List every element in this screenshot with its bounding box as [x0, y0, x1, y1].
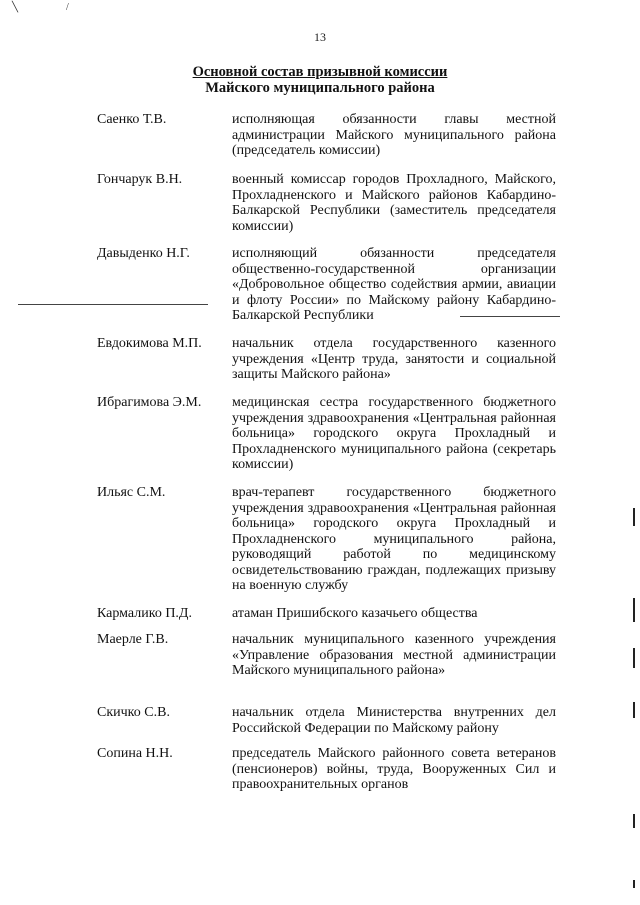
member-name: Ибрагимова Э.М.: [97, 395, 202, 410]
member-name: Маерле Г.В.: [97, 632, 169, 647]
member-role: исполняющий обязанности председателя общественно-государственной организации «Добровольное общество содействия армии, авиации и флоту России» по Майскому району Кабардино-Балкарской Республики: [232, 246, 556, 323]
member-name: Сопина Н.Н.: [97, 746, 173, 761]
member-name: Скичко С.В.: [97, 705, 170, 720]
title-line-2: Майского муниципального района: [205, 80, 435, 96]
title-line-1: Основной состав призывной комиссии: [192, 64, 448, 80]
scan-mark-top-left-2: /: [66, 2, 69, 13]
scan-edge-mark: [633, 648, 635, 668]
scan-edge-mark: [633, 702, 635, 718]
member-role: военный комиссар городов Прохладного, Майского, Прохладненского и Майского районов Кабардино-Балкарской Республики (заместитель председателя комиссии): [232, 172, 556, 234]
member-role: начальник отдела государственного казенного учреждения «Центр труда, занятости и социальной защиты Майского района»: [232, 336, 556, 382]
scan-mark-top-left: ╲: [12, 2, 19, 13]
scan-streak-line: [18, 304, 208, 305]
member-name: Ильяс С.М.: [97, 485, 166, 500]
member-role: атаман Пришибского казачьего общества: [232, 606, 478, 621]
member-role: медицинская сестра государственного бюджетного учреждения здравоохранения «Центральная районная больница» городского округа Прохладный и Прохладненского муниципального района (секретарь комиссии): [232, 395, 556, 472]
member-name: Кармалико П.Д.: [97, 606, 192, 621]
member-name: Евдокимова М.П.: [97, 336, 202, 351]
scan-edge-mark: [633, 598, 635, 622]
member-role: врач-терапевт государственного бюджетного учреждения здравоохранения «Центральная районная больница» городского округа Прохладный и Прохладненского муниципального района, руководящий работой по медицинскому освидетельствованию граждан, подлежащих призыву на военную службу: [232, 485, 556, 593]
scan-edge-mark: [633, 880, 635, 888]
scan-streak-line: [460, 316, 560, 317]
member-name: Давыденко Н.Г.: [97, 246, 190, 261]
member-role: исполняющая обязанности главы местной администрации Майского муниципального района (председатель комиссии): [232, 112, 556, 158]
member-name: Гончарук В.Н.: [97, 172, 183, 187]
member-role: начальник муниципального казенного учреждения «Управление образования местной администрации Майского муниципального района»: [232, 632, 556, 678]
scan-edge-mark: [633, 508, 635, 526]
member-name: Саенко Т.В.: [97, 112, 167, 127]
scan-edge-mark: [633, 814, 635, 828]
document-title: [0, 64, 640, 96]
member-role: начальник отдела Министерства внутренних дел Российской Федерации по Майскому району: [232, 705, 556, 736]
member-role: председатель Майского районного совета ветеранов (пенсионеров) войны, труда, Вооруженных Сил и правоохранительных органов: [232, 746, 556, 792]
page-number: 13: [314, 30, 326, 44]
